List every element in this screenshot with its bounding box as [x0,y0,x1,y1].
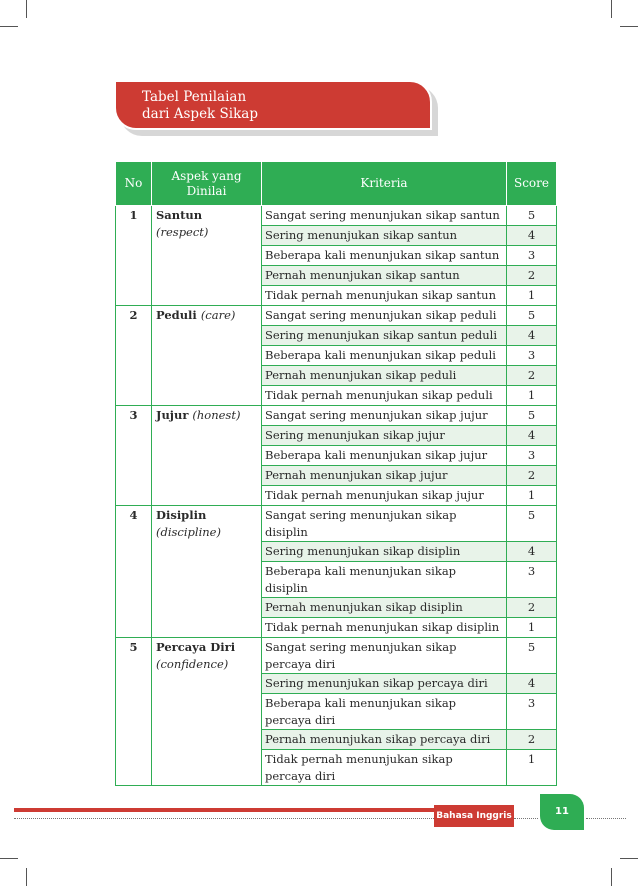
row-number: 3 [116,406,152,506]
criteria-cell: Tidak pernah menunjukan sikap jujur [262,486,507,506]
score-cell: 5 [507,638,557,674]
row-number: 2 [116,306,152,406]
aspect-cell [152,638,262,786]
score-cell: 4 [507,326,557,346]
criteria-cell: Beberapa kali menunjukan sikap jujur [262,446,507,466]
table-row [116,206,557,226]
criteria-cell: Sering menunjukan sikap disiplin [262,542,507,562]
criteria-cell: Sering menunjukan sikap santun [262,226,507,246]
row-number: 4 [116,506,152,638]
crop-mark [26,868,27,886]
aspect-name: Disiplin [156,508,207,522]
score-cell: 1 [507,486,557,506]
criteria-cell: Pernah menunjukan sikap santun [262,266,507,286]
footer-dotted-line [586,818,626,819]
header-aspect: Aspek yang Dinilai [152,162,262,206]
score-cell: 3 [507,346,557,366]
crop-mark [620,26,638,27]
title-line-1: Tabel Penilaian [142,89,247,105]
score-cell: 2 [507,366,557,386]
criteria-cell: Beberapa kali menunjukan sikap disiplin [262,562,507,598]
criteria-cell: Sangat sering menunjukan sikap disiplin [262,506,507,542]
score-cell: 4 [507,674,557,694]
row-number: 1 [116,206,152,306]
score-cell: 2 [507,730,557,750]
assessment-table [115,161,557,786]
aspect-cell [152,506,262,638]
score-cell: 4 [507,542,557,562]
score-cell: 2 [507,266,557,286]
footer-dotted-line [14,818,434,819]
page-number: 11 [540,794,584,830]
criteria-cell: Sangat sering menunjukan sikap peduli [262,306,507,326]
crop-mark [611,868,612,886]
criteria-cell: Tidak pernah menunjukan sikap santun [262,286,507,306]
score-cell: 1 [507,750,557,786]
crop-mark [620,858,638,859]
score-cell: 5 [507,306,557,326]
row-number: 5 [116,638,152,786]
aspect-name: Percaya Diri [156,640,236,654]
criteria-cell: Pernah menunjukan sikap peduli [262,366,507,386]
header-score: Score [507,162,557,206]
footer-rule [14,808,434,812]
aspect-name: Jujur [156,408,189,422]
criteria-cell: Sering menunjukan sikap percaya diri [262,674,507,694]
criteria-cell: Sering menunjukan sikap santun peduli [262,326,507,346]
criteria-cell: Tidak pernah menunjukan sikap disiplin [262,618,507,638]
score-cell: 4 [507,226,557,246]
criteria-cell: Tidak pernah menunjukan sikap peduli [262,386,507,406]
criteria-cell: Tidak pernah menunjukan sikap percaya diri [262,750,507,786]
aspect-english: (confidence) [156,657,229,671]
criteria-cell: Beberapa kali menunjukan sikap percaya diri [262,694,507,730]
score-cell: 3 [507,562,557,598]
score-cell: 5 [507,206,557,226]
criteria-cell: Beberapa kali menunjukan sikap santun [262,246,507,266]
header-no: No [116,162,152,206]
score-cell: 4 [507,426,557,446]
score-cell: 3 [507,246,557,266]
criteria-cell: Sangat sering menunjukan sikap santun [262,206,507,226]
score-cell: 1 [507,286,557,306]
aspect-name: Peduli [156,308,197,322]
aspect-cell [152,306,262,406]
criteria-cell: Pernah menunjukan sikap jujur [262,466,507,486]
criteria-cell: Sering menunjukan sikap jujur [262,426,507,446]
table-row [116,638,557,674]
criteria-cell: Beberapa kali menunjukan sikap peduli [262,346,507,366]
header-criteria: Kriteria [262,162,507,206]
table-row [116,506,557,542]
criteria-cell: Sangat sering menunjukan sikap jujur [262,406,507,426]
crop-mark [0,26,18,27]
footer-dotted-line [514,818,538,819]
aspect-english: (respect) [156,225,209,239]
aspect-cell [152,406,262,506]
aspect-english: (care) [200,308,236,322]
score-cell: 1 [507,618,557,638]
score-cell: 3 [507,694,557,730]
score-cell: 1 [507,386,557,406]
criteria-cell: Pernah menunjukan sikap percaya diri [262,730,507,750]
criteria-cell: Sangat sering menunjukan sikap percaya diri [262,638,507,674]
score-cell: 2 [507,598,557,618]
crop-mark [0,858,18,859]
table-header-row [116,162,557,206]
score-cell: 3 [507,446,557,466]
table-row [116,306,557,326]
score-cell: 5 [507,406,557,426]
aspect-english: (honest) [192,408,241,422]
crop-mark [26,0,27,18]
title-banner [114,80,432,130]
criteria-cell: Pernah menunjukan sikap disiplin [262,598,507,618]
crop-mark [611,0,612,18]
table-row [116,406,557,426]
title-line-2: dari Aspek Sikap [142,106,258,122]
score-cell: 2 [507,466,557,486]
aspect-english: (discipline) [156,525,221,539]
aspect-cell [152,206,262,306]
book-title-label: Bahasa Inggris [434,805,514,827]
score-cell: 5 [507,506,557,542]
aspect-name: Santun [156,208,203,222]
